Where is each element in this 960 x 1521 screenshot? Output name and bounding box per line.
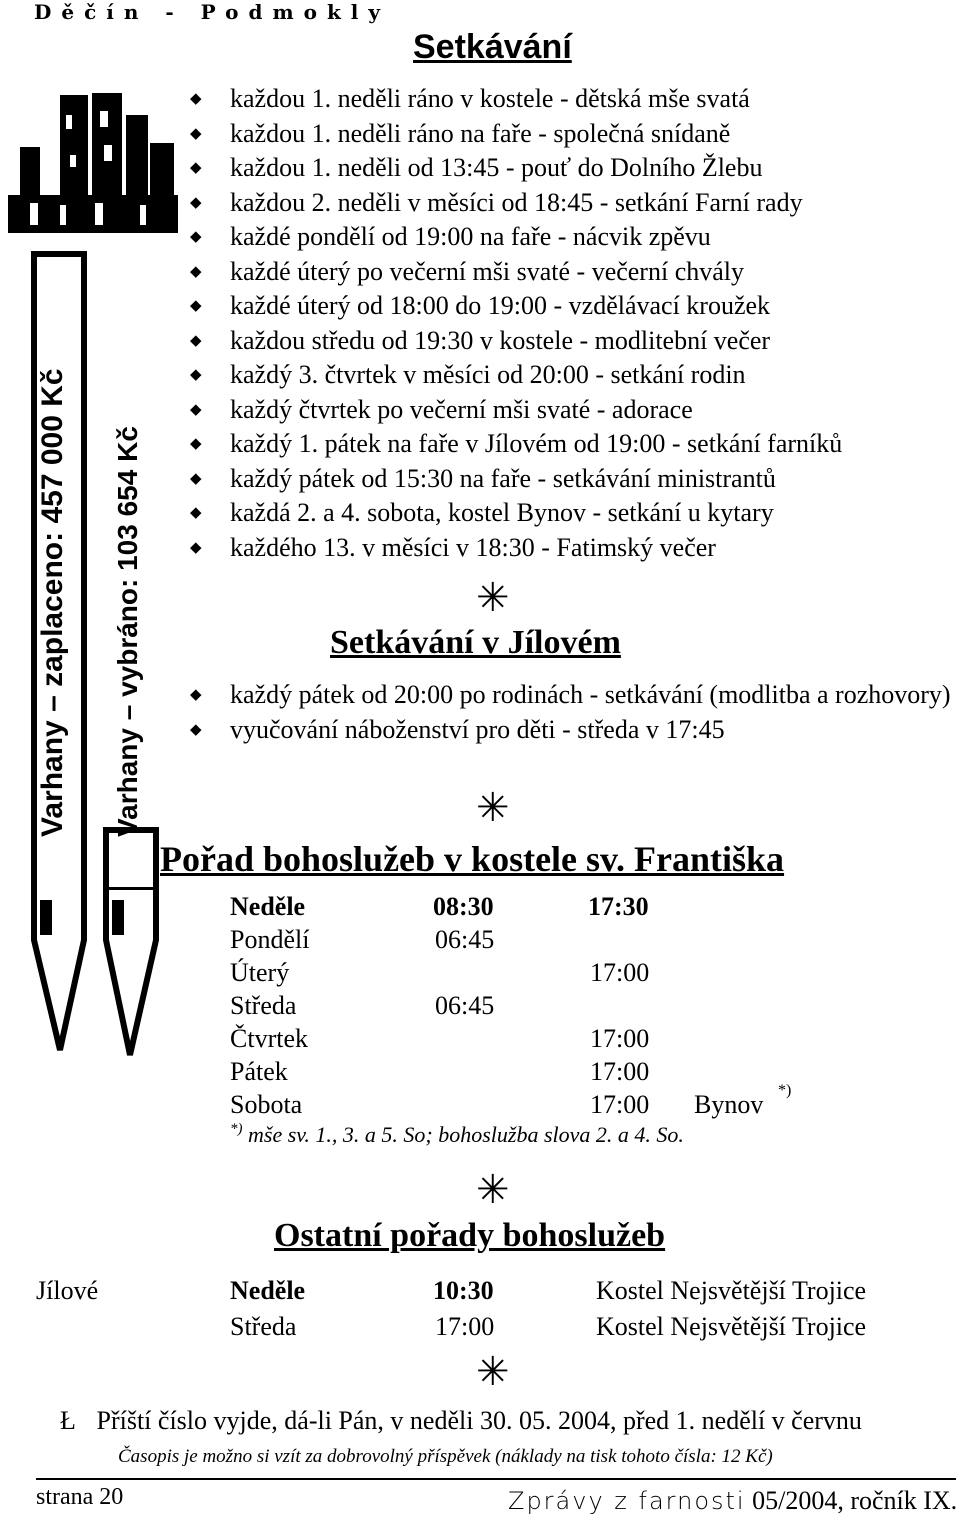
schedule-time-morning: 06:45 bbox=[435, 991, 495, 1020]
other-church: Kostel Nejsvětější Trojice bbox=[596, 1312, 867, 1341]
list-item: ◆ každý 3. čtvrtek v měsíci od 20:00 - setkání rodin bbox=[188, 358, 953, 393]
footnote-mark: *) bbox=[230, 1121, 243, 1137]
issue-number: 05/2004, ročník IX. bbox=[752, 1486, 958, 1515]
schedule-time-evening: 17:30 bbox=[588, 892, 649, 921]
schedule-time-morning: 08:30 bbox=[433, 892, 494, 921]
list-item: ◆ každou středu od 19:30 v kostele - modlitební večer bbox=[188, 324, 953, 359]
other-day: Neděle bbox=[230, 1276, 306, 1305]
list-item: ◆ každou 2. neděli v měsíci od 18:45 - setkání Farní rady bbox=[188, 186, 953, 221]
other-time: 10:30 bbox=[433, 1276, 494, 1305]
footnote-text: mše sv. 1., 3. a 5. So; bohoslužba slova 2. a 4. So. bbox=[248, 1122, 684, 1147]
other-church: Kostel Nejsvětější Trojice bbox=[596, 1276, 867, 1305]
other-day: Středa bbox=[230, 1312, 297, 1341]
schedule-day: Čtvrtek bbox=[230, 1024, 308, 1053]
list-item: ◆ každý 1. pátek na faře v Jílovém od 19:00 - setkání farníků bbox=[188, 427, 953, 462]
header-title: Děčín - Podmokly bbox=[34, 0, 391, 24]
schedule-footnote bbox=[230, 1122, 684, 1148]
footer-note: Časopis je možno si vzít za dobrovolný příspěvek (náklady na tisk tohoto čísla: 12 Kč) bbox=[118, 1446, 773, 1467]
other-place: Jílové bbox=[36, 1276, 99, 1305]
list-item: ◆ každý čtvrtek po večerní mši svaté - adorace bbox=[188, 393, 953, 428]
schedule-day: Pátek bbox=[230, 1057, 288, 1086]
schedule-day: Sobota bbox=[230, 1090, 303, 1119]
schedule-time-evening: 17:00 bbox=[590, 1024, 650, 1053]
page-number: strana 20 bbox=[36, 1484, 124, 1510]
schedule-title: Pořad bohoslužeb v kostele sv. Františka bbox=[160, 839, 785, 879]
list-item: ◆ každá 2. a 4. sobota, kostel Bynov - setkání u kytary bbox=[188, 496, 953, 531]
schedule-note: Bynov bbox=[694, 1090, 764, 1119]
list-item: ◆ každou 1. neděli ráno v kostele - dětská mše svatá bbox=[188, 82, 953, 117]
magazine-issue bbox=[508, 1486, 957, 1516]
list-item: ◆ každý pátek od 20:00 po rodinách - setkávání (modlitba a rozhovory) bbox=[188, 678, 953, 713]
schedule-day: Neděle bbox=[230, 892, 306, 921]
church-silhouette-icon bbox=[0, 85, 185, 235]
list-item: ◆ každou 1. neděli ráno na faře - společná snídaně bbox=[188, 117, 953, 152]
meetings-title: Setkávání bbox=[413, 28, 572, 66]
schedule-time-evening: 17:00 bbox=[590, 1090, 650, 1119]
star-separator-icon: ✳ bbox=[476, 785, 510, 830]
schedule-day: Pondělí bbox=[230, 925, 310, 954]
magazine-name: Zprávy z farnosti bbox=[508, 1487, 746, 1515]
other-time: 17:00 bbox=[435, 1312, 495, 1341]
list-item: ◆ každé úterý od 18:00 do 19:00 - vzdělávací kroužek bbox=[188, 289, 953, 324]
star-separator-icon: ✳ bbox=[476, 575, 510, 620]
list-item: ◆ každého 13. v měsíci v 18:30 - Fatimský večer bbox=[188, 531, 953, 566]
organ-paid-label: Varhany – zaplaceno: 457 000 Kč bbox=[36, 368, 69, 837]
star-separator-icon: ✳ bbox=[476, 1167, 510, 1212]
star-separator-icon: ✳ bbox=[476, 1349, 510, 1394]
schedule-time-morning: 06:45 bbox=[435, 925, 495, 954]
jilove-meetings-title: Setkávání v Jílovém bbox=[330, 624, 621, 661]
list-item: ◆ každou 1. neděli od 13:45 - pouť do Dolního Žlebu bbox=[188, 151, 953, 186]
other-services-title: Ostatní pořady bohoslužeb bbox=[274, 1217, 666, 1254]
list-item: ◆ každý pátek od 15:30 na faře - setkávání ministrantů bbox=[188, 462, 953, 497]
schedule-time-evening: 17:00 bbox=[590, 1057, 650, 1086]
next-issue-mark: Ł bbox=[60, 1406, 76, 1435]
schedule-time-evening: 17:00 bbox=[590, 958, 650, 987]
schedule-day: Středa bbox=[230, 991, 297, 1020]
next-issue bbox=[60, 1406, 862, 1436]
list-item: ◆ vyučování náboženství pro děti - středa v 17:45 bbox=[188, 713, 953, 748]
organ-collected-label: Varhany – vybráno: 103 654 Kč bbox=[112, 426, 143, 837]
next-issue-text: Příští číslo vyjde, dá-li Pán, v neděli 30. 05. 2004, před 1. nedělí v červnu bbox=[96, 1406, 862, 1435]
footnote-mark: *) bbox=[778, 1082, 792, 1099]
meetings-list bbox=[188, 82, 953, 565]
list-item: ◆ každé pondělí od 19:00 na faře - nácvik zpěvu bbox=[188, 220, 953, 255]
list-item: ◆ každé úterý po večerní mši svaté - večerní chvály bbox=[188, 255, 953, 290]
jilove-meetings-list bbox=[188, 678, 953, 747]
schedule-day: Úterý bbox=[230, 958, 290, 987]
footer-divider bbox=[36, 1478, 956, 1480]
